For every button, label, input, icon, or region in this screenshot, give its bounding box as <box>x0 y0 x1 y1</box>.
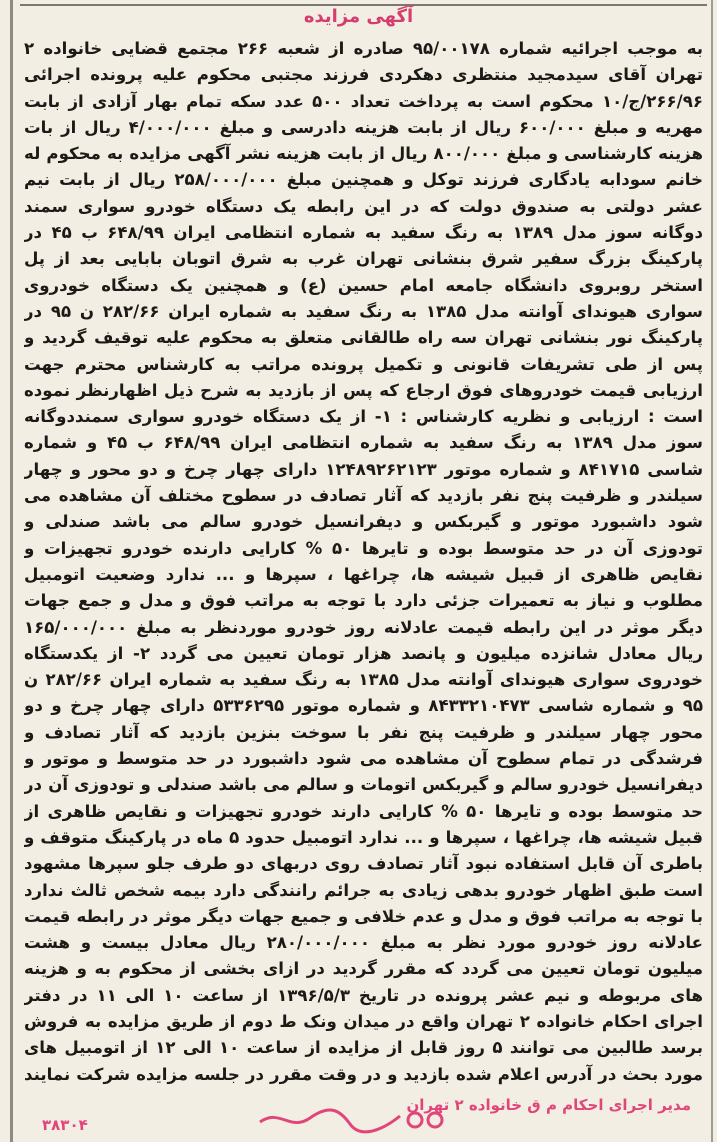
issuer-signature: مدیر اجرای احکام م ق خانواده ۲ تهران <box>406 1096 691 1114</box>
notice-footer <box>20 1094 703 1140</box>
notice-title: آگهی مزایده <box>303 6 414 27</box>
reference-code: ۳۸۳۰۴ <box>42 1116 88 1134</box>
notice-body: به موجب اجرائیه شماره ۹۵/۰۰۱۷۸ صادره از شعبه ۲۶۶ مجتمع قضایی خانواده ۲ تهران آقای سیدمجید منتظری دهکردی فرزند مجتبی محکوم علیه پرونده اجرائی ۲۶۶/۹۶/ج/۱۰ محکوم است به پرداخت تعداد ۵۰۰ عدد سکه تمام بهار آزادی از بابت مهریه و مبلغ ۶۰۰/۰۰۰ ریال از بابت هزینه دادرسی و مبلغ ۴/۰۰۰/۰۰۰ ریال از بات هزینه کارشناسی و مبلغ ۸۰۰/۰۰۰ ریال از بابت هزینه نشر آگهی مزایده به محکوم له خانم سودابه یادگاری فرزند توکل و همچنین مبلغ ۲۵۸/۰۰۰/۰۰۰ ریال از بابت نیم عشر دولتی به صندوق دولت که در این رابطه یک دستگاه خودرو سواری سمند دوگانه سوز مدل ۱۳۸۹ به رنگ سفید به شماره انتظامی ایران ۶۴۸/۹۹ ب ۴۵ در پارکینگ بزرگ سفیر شرق بنشانی تهران غرب به شرق اتوبان بابایی بعد از پل استخر روبروی دانشگاه جامعه امام حسین (ع) و همچنین یک دستگاه خودروی سواری هیوندای آوانته مدل ۱۳۸۵ به رنگ سفید به شماره ایران ۲۸۲/۶۶ ن ۹۵ در پارکینگ نور بنشانی تهران سه راه طالقانی متعلق به محکوم علیه توقیف گردید و پس از طی تشریفات قانونی و تکمیل پرونده مراتب به کارشناس محترم جهت ارزیابی قیمت خودروهای فوق ارجاع که پس از بازدید به شرح ذیل اظهارنظر نموده است : ارزیابی و نظریه کارشناس : ۱- از یک دستگاه خودرو سواری سمنددوگانه سوز مدل ۱۳۸۹ به رنگ سفید به شماره انتظامی ایران ۶۴۸/۹۹ ب ۴۵ و شماره شاسی ۸۴۱۷۱۵ و شماره موتور ۱۲۴۸۹۲۶۲۱۲۳ دارای چهار چرخ و دو محور و چهار سیلندر و ظرفیت پنج نفر بازدید که آثار تصادف در سطوح مختلف آن مشاهده می شود داشبورد موتور و گیربکس و دیفرانسیل خودرو سالم می باشد صندلی و تودوزی آن در حد متوسط بوده و تایرها ۵۰ % کارایی دارنده خودرو تجهیزات و نقایص ظاهری از قبیل شیشه ها، چراغها ، سپرها و ... ندارد وضعیت اتومبیل مطلوب و نیاز به تعمیرات جزئی دارد با توجه به مراتب فوق و مدل و جمع جهات دیگر موثر در این رابطه قیمت عادلانه روز خودرو موردنظر به مبلغ ۱۶۵/۰۰۰/۰۰۰ ریال معادل شانزده میلیون و پانصد هزار تومان تعیین می گردد ۲- از یکدستگاه خودروی سواری هیوندای آوانته مدل ۱۳۸۵ به رنگ سفید به شماره ایران ۲۸۲/۶۶ ن ۹۵ و شماره شاسی ۸۴۳۳۲۱۰۴۷۳ و شماره موتور ۵۳۳۶۲۹۵ دارای چهار چرخ و دو محور چهار سیلندر و ظرفیت پنج نفر با سوخت بنزین بازدید که آثار تصادف و فرشدگی در تمام سطوح آن مشاهده می شود داشبورد در حد متوسط و موتور و دیفرانسیل خودرو سالم و گیربکس اتومات و سالم می باشد صندلی و تودوزی آن در حد متوسط بوده و تایرها ۵۰ % کارایی دارند خودرو تجهیزات و نقایص ظاهری از قبیل شیشه ها، چراغها ، سپرها و ... ندارد اتومبیل حدود ۵ ماه در پارکینگ متوقف و باطری آن قابل استفاده نبود آثار تصادف روی دربهای دو طرف جلو سپرها مشهود است طبق اظهار خودرو بدهی زیادی به جرائم رانندگی دارد بیمه شخص ثالث ندارد با توجه به مراتب فوق و مدل و عدم خلافی و جمیع جهات دیگر موثر در رابطه قیمت عادلانه روز خودرو مورد نظر به مبلغ ۲۸۰/۰۰۰/۰۰۰ ریال معادل بیست و هشت میلیون تومان تعیین می گردد که مقرر گردید در ازای بخشی از محکوم به و هزینه های مربوطه و نیم عشر پرونده در تاریخ ۱۳۹۶/۵/۳ از ساعت ۱۰ الی ۱۱ در دفتر اجرای احکام خانواده ۲ تهران واقع در میدان ونک ط دوم از طریق مزایده به فروش برسد طالبین می توانند ۵ روز قابل از مزایده از ساعت ۱۰ الی ۱۲ از اتومبیل های مورد بحث در آدرس اعلام شده بازدید و در وقت مقرر در جلسه مزایده شرکت نمایند <box>24 39 703 1084</box>
